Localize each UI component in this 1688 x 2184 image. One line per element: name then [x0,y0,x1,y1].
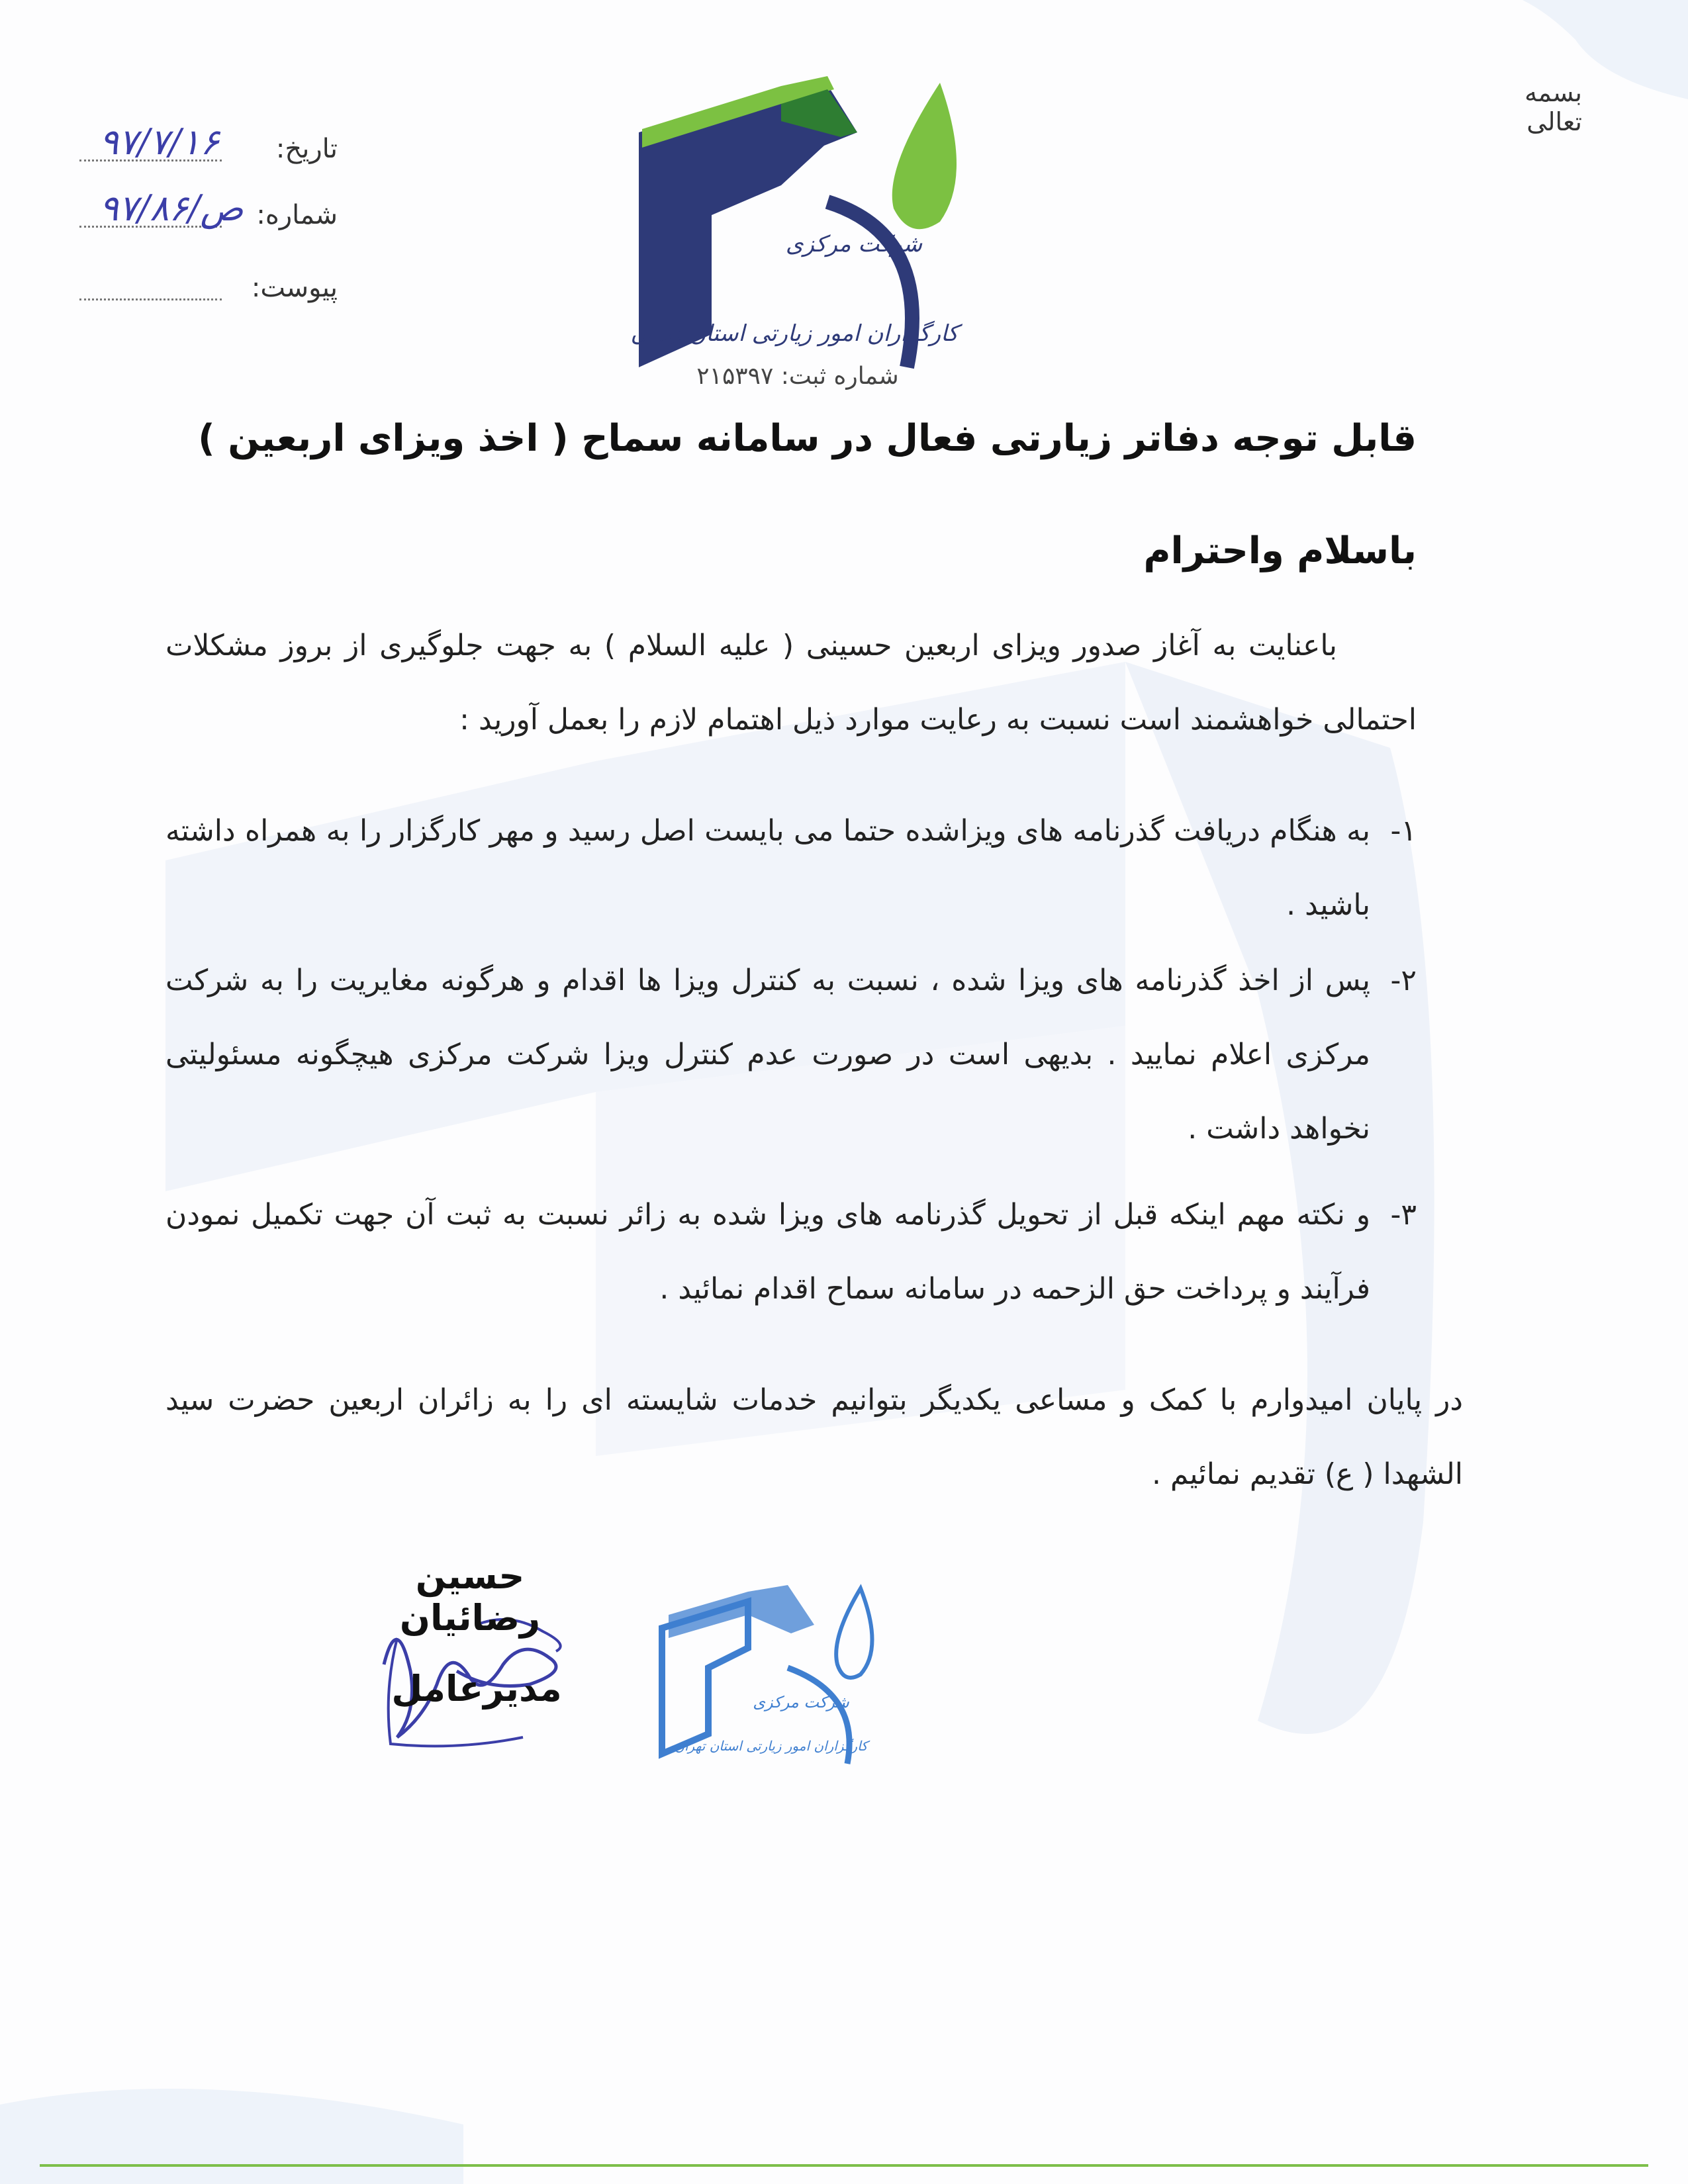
number-value: ص/۹۷/۸۶ [99,187,244,229]
attachment-label: پیوست: [251,273,338,303]
logo-line2: کارگزاران امور زیارتی استان تهران [630,320,959,347]
stamp-line2: کارگزاران امور زیارتی استان تهران [675,1738,868,1754]
footer-rule [40,2164,1648,2167]
invocation-text: بسمه تعالی [1524,78,1582,136]
date-field [79,121,338,169]
closing-paragraph: در پایان امیدوارم با کمک و مساعی یکدیگر بتوانیم خدمات شایسته ای را به زائران اربعین حضرت سید الشهدا ( ع) تقدیم نمائیم . [165,1383,1463,1491]
logo-line1: شرکت مرکزی [785,231,923,257]
number-field [79,187,338,235]
company-stamp [649,1575,900,1774]
item-number: ۳- [1390,1198,1417,1232]
item-number: ۱- [1390,814,1417,848]
attachment-field [79,268,338,308]
item-text: پس از اخذ گذرنامه های ویزا شده ، نسبت به کنترل ویزا ها اقدام و هرگونه مغایریت را به شرکت مرکزی اعلام نمایید . بدیهی است در صورت عدم کنترل ویزا شرکت مرکزی هیچگونه مسئولیتی نخواهد داشت . [165,964,1370,1146]
list-item [165,794,1417,942]
registration-number: شماره ثبت: ۲۱۵۳۹۷ [696,363,899,390]
item-text: به هنگام دریافت گذرنامه های ویزاشده حتما می بایست اصل رسید و مهر کارگزار را به همراه داشته باشید . [165,814,1370,922]
signer-title: مدیرعامل [391,1668,562,1709]
item-text: و نکته مهم اینکه قبل از تحویل گذرنامه های ویزا شده به زائر نسبت به ثبت آن جهت تکمیل نمودن فرآیند و پرداخت حق الزحمه در سامانه سماح اقدام نمائید . [165,1198,1370,1306]
list-item [165,1178,1417,1326]
item-number: ۲- [1390,964,1417,997]
number-label: شماره: [256,200,338,230]
signer-name: حسین رضائیان [399,1555,541,1639]
salutation: باسلام واحترام [1143,529,1417,572]
date-value: ۹۷/۷/۱۶ [99,121,220,163]
company-logo [629,69,993,414]
stamp-line1: شرکت مرکزی [753,1693,849,1711]
intro-paragraph: باعنایت به آغاز صدور ویزای اربعین حسینی ( علیه السلام ) به جهت جلوگیری از بروز مشکلات احتمالی خواهشمند است نسبت به رعایت موارد ذیل اهتمام لازم را بعمل آورید : [165,629,1417,737]
list-item [165,944,1417,1166]
date-label: تاریخ: [275,134,338,164]
letter-subject: قابل توجه دفاتر زیارتی فعال در سامانه سماح ( اخذ ویزای اربعین ) [198,417,1417,460]
attachment-line [79,298,222,300]
